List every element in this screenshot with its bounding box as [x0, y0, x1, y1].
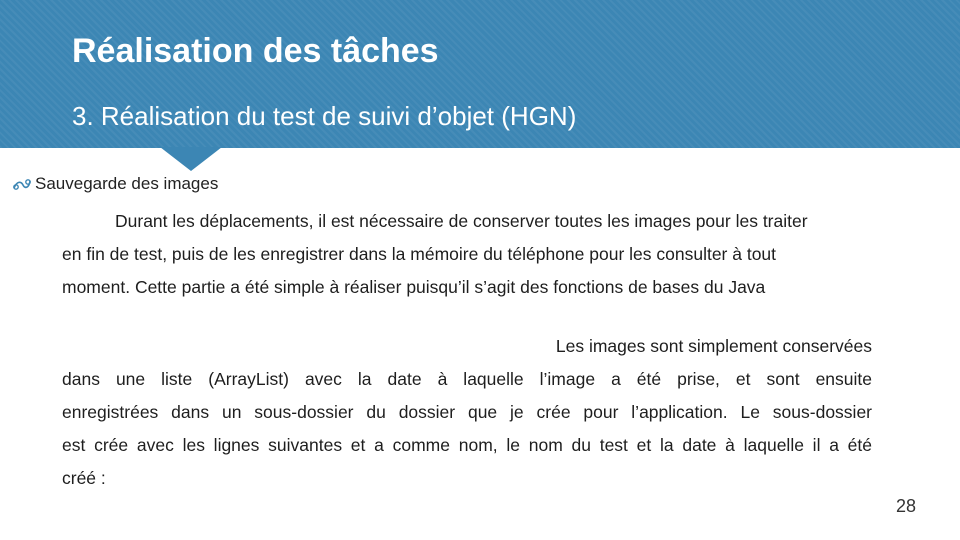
paragraph-line: enregistrées dans un sous-dossier du dossier que je crée pour l’application. Le sous-dossier — [62, 402, 872, 422]
paragraph-line: Les images sont simplement conservées — [555, 336, 872, 356]
bullet-item — [12, 173, 218, 195]
paragraph-line: moment. Cette partie a été simple à réaliser puisqu’il s’agit des fonctions de bases du Java — [62, 277, 766, 297]
slide-subtitle: 3. Réalisation du test de suivi d’objet (HGN) — [72, 101, 577, 131]
paragraph-line: Durant les déplacements, il est nécessaire de conserver toutes les images pour les traiter — [115, 211, 808, 231]
rolled-scroll-icon — [12, 177, 32, 191]
paragraph-2 — [62, 330, 872, 495]
paragraph-1 — [62, 205, 868, 304]
paragraph-line: est crée avec les lignes suivantes et a comme nom, le nom du test et la date à laquelle il a été — [62, 435, 872, 455]
paragraph-line: dans une liste (ArrayList) avec la date à laquelle l’image a été prise, et sont ensuite — [62, 369, 872, 389]
bullet-text: Sauvegarde des images — [35, 174, 219, 193]
slide-title: Réalisation des tâches — [72, 32, 439, 70]
paragraph-line: créé : — [62, 468, 106, 488]
paragraph-line: en fin de test, puis de les enregistrer dans la mémoire du téléphone pour les consulter à tout — [62, 244, 777, 264]
page-number: 28 — [895, 496, 916, 516]
header-pointer — [160, 147, 222, 171]
